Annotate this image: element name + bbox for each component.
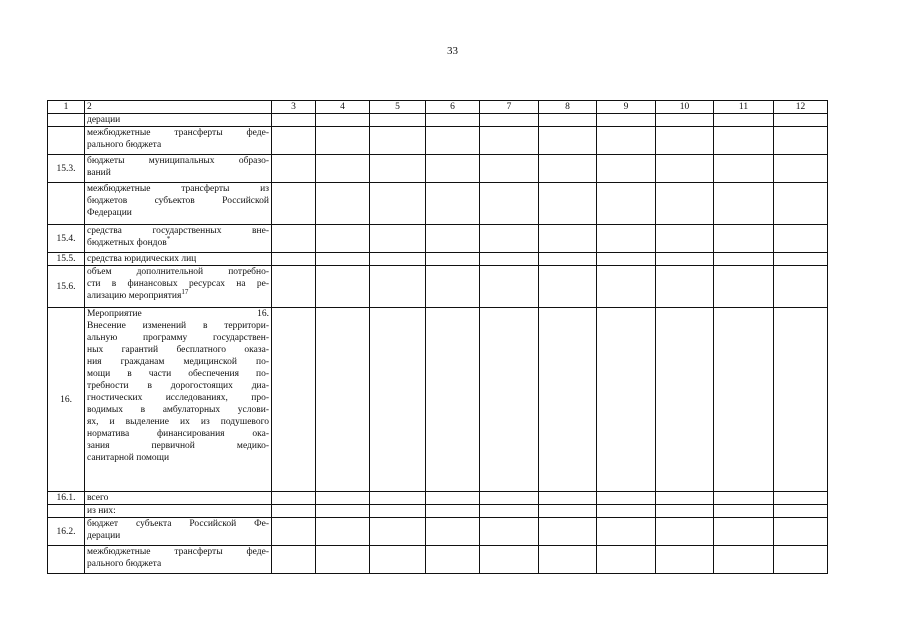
empty-value-cell <box>714 492 774 505</box>
empty-value-cell <box>597 266 656 308</box>
description-line <box>87 440 269 452</box>
description-text: бюджеты муниципальных образо- <box>87 156 269 166</box>
row-number-cell <box>48 127 85 155</box>
empty-value-cell <box>370 127 426 155</box>
row-number-cell: 16. <box>48 308 85 492</box>
empty-value-cell <box>539 225 597 253</box>
empty-value-cell <box>597 505 656 518</box>
description-text: межбюджетные трансферты феде- <box>87 128 269 138</box>
empty-value-cell <box>774 183 828 225</box>
empty-value-cell <box>272 492 316 505</box>
empty-value-cell <box>539 308 597 492</box>
description-text: ях, и выделение их из подушевого <box>87 417 269 427</box>
empty-value-cell <box>480 266 539 308</box>
empty-value-cell <box>714 266 774 308</box>
empty-value-cell <box>597 518 656 546</box>
empty-value-cell <box>272 308 316 492</box>
empty-value-cell <box>480 127 539 155</box>
empty-value-cell <box>597 308 656 492</box>
description-line <box>87 114 269 126</box>
empty-value-cell <box>714 308 774 492</box>
description-line <box>87 380 269 392</box>
empty-value-cell <box>272 253 316 266</box>
row-number-cell <box>48 114 85 127</box>
empty-value-cell <box>316 127 370 155</box>
description-line <box>87 392 269 404</box>
empty-value-cell <box>539 253 597 266</box>
row-description-cell <box>85 253 272 266</box>
description-text: требности в дорогостоящих диа- <box>87 381 269 391</box>
empty-value-cell <box>272 518 316 546</box>
description-line <box>87 139 269 151</box>
empty-value-cell <box>774 253 828 266</box>
table-row <box>48 127 828 155</box>
table-row <box>48 225 828 253</box>
description-text: бюджет субъекта Российской Фе- <box>87 519 269 529</box>
row-description-cell <box>85 155 272 183</box>
row-number-cell: 16.1. <box>48 492 85 505</box>
empty-value-cell <box>656 127 714 155</box>
description-line <box>87 155 269 167</box>
header-cell: 1 <box>48 101 85 114</box>
empty-value-cell <box>656 492 714 505</box>
description-text: водимых в амбулаторных услови- <box>87 405 269 415</box>
empty-value-cell <box>316 155 370 183</box>
empty-value-cell <box>426 127 480 155</box>
empty-value-cell <box>272 127 316 155</box>
row-number-cell: 16.2. <box>48 518 85 546</box>
row-description-cell <box>85 127 272 155</box>
row-description-cell <box>85 546 272 574</box>
description-text: из них: <box>87 506 116 516</box>
empty-value-cell <box>597 546 656 574</box>
empty-value-cell <box>370 183 426 225</box>
empty-value-cell <box>656 266 714 308</box>
empty-value-cell <box>272 225 316 253</box>
row-number-cell: 15.3. <box>48 155 85 183</box>
empty-value-cell <box>539 155 597 183</box>
empty-value-cell <box>370 308 426 492</box>
empty-value-cell <box>774 127 828 155</box>
empty-value-cell <box>426 492 480 505</box>
row-number-cell <box>48 505 85 518</box>
description-line <box>87 452 269 464</box>
empty-value-cell <box>774 308 828 492</box>
table-row <box>48 308 828 492</box>
description-text: объем дополнительной потребно- <box>87 267 269 277</box>
row-description-cell <box>85 114 272 127</box>
empty-value-cell <box>480 308 539 492</box>
description-line <box>87 428 269 440</box>
row-description-cell <box>85 505 272 518</box>
empty-value-cell <box>480 155 539 183</box>
empty-value-cell <box>656 518 714 546</box>
description-line <box>87 416 269 428</box>
header-cell: 8 <box>539 101 597 114</box>
row-number-cell <box>48 546 85 574</box>
description-line <box>87 253 269 265</box>
empty-value-cell <box>539 114 597 127</box>
header-cell: 9 <box>597 101 656 114</box>
description-text: Федерации <box>87 208 132 218</box>
empty-value-cell <box>316 225 370 253</box>
row-number-cell: 15.4. <box>48 225 85 253</box>
header-cell: 10 <box>656 101 714 114</box>
description-text: альную программу государствен- <box>87 333 269 343</box>
description-line <box>87 404 269 416</box>
empty-value-cell <box>597 183 656 225</box>
empty-value-cell <box>656 155 714 183</box>
empty-value-cell <box>272 266 316 308</box>
empty-value-cell <box>316 492 370 505</box>
table-row <box>48 546 828 574</box>
header-cell: 12 <box>774 101 828 114</box>
empty-value-cell <box>597 114 656 127</box>
empty-value-cell <box>316 546 370 574</box>
row-description-cell <box>85 183 272 225</box>
description-text: межбюджетные трансферты феде- <box>87 547 269 557</box>
empty-value-cell <box>656 546 714 574</box>
description-line <box>87 127 269 139</box>
table-row <box>48 183 828 225</box>
description-line <box>87 266 269 278</box>
row-description-cell <box>85 492 272 505</box>
empty-value-cell <box>714 505 774 518</box>
empty-value-cell <box>426 518 480 546</box>
empty-value-cell <box>480 183 539 225</box>
description-text: гностических исследованиях, про- <box>87 393 269 403</box>
empty-value-cell <box>714 225 774 253</box>
empty-value-cell <box>272 155 316 183</box>
empty-value-cell <box>370 225 426 253</box>
description-line <box>87 320 269 332</box>
empty-value-cell <box>774 546 828 574</box>
page-number: 33 <box>447 45 458 57</box>
description-text: ных гарантий бесплатного оказа- <box>87 345 269 355</box>
empty-value-cell <box>774 155 828 183</box>
empty-value-cell <box>316 518 370 546</box>
empty-value-cell <box>480 114 539 127</box>
empty-value-cell <box>480 546 539 574</box>
row-description-cell <box>85 518 272 546</box>
description-line <box>87 278 269 290</box>
empty-value-cell <box>539 518 597 546</box>
empty-value-cell <box>426 155 480 183</box>
footnote-mark: 17 <box>181 287 189 296</box>
empty-value-cell <box>316 505 370 518</box>
empty-value-cell <box>539 127 597 155</box>
empty-value-cell <box>714 253 774 266</box>
description-text: зания первичной медико- <box>87 441 269 451</box>
empty-value-cell <box>316 114 370 127</box>
empty-value-cell <box>316 183 370 225</box>
description-line <box>87 530 269 542</box>
description-text: ния гражданам медицинской по- <box>87 357 269 367</box>
row-number-cell <box>48 183 85 225</box>
row-number-cell: 15.6. <box>48 266 85 308</box>
description-text: дерации <box>87 531 121 541</box>
empty-value-cell <box>714 155 774 183</box>
empty-value-cell <box>656 114 714 127</box>
row-number-cell: 15.5. <box>48 253 85 266</box>
description-line <box>87 546 269 558</box>
footnote-mark: * <box>166 234 171 243</box>
empty-value-cell <box>774 518 828 546</box>
row-description-cell <box>85 225 272 253</box>
description-text: дерации <box>87 115 121 125</box>
empty-value-cell <box>426 308 480 492</box>
empty-value-cell <box>597 492 656 505</box>
description-line <box>87 344 269 356</box>
header-cell: 7 <box>480 101 539 114</box>
table-row <box>48 114 828 127</box>
description-line <box>87 505 269 517</box>
empty-value-cell <box>272 505 316 518</box>
empty-value-cell <box>426 183 480 225</box>
empty-value-cell <box>480 225 539 253</box>
empty-value-cell <box>480 505 539 518</box>
empty-value-cell <box>597 225 656 253</box>
empty-value-cell <box>316 308 370 492</box>
empty-value-cell <box>714 183 774 225</box>
description-line <box>87 234 269 249</box>
empty-value-cell <box>539 546 597 574</box>
empty-value-cell <box>426 546 480 574</box>
description-text: рального бюджета <box>87 140 162 150</box>
empty-value-cell <box>370 266 426 308</box>
description-text: бюджетов субъектов Российской <box>87 196 269 206</box>
empty-value-cell <box>426 253 480 266</box>
description-text: Внесение изменений в территори- <box>87 321 269 331</box>
table-body <box>48 101 828 574</box>
description-text: норматива финансирования ока- <box>87 429 269 439</box>
empty-value-cell <box>597 253 656 266</box>
empty-value-cell <box>480 492 539 505</box>
empty-value-cell <box>480 518 539 546</box>
empty-value-cell <box>272 183 316 225</box>
empty-value-cell <box>426 114 480 127</box>
description-text: средства государственных вне- <box>87 226 269 236</box>
empty-value-cell <box>316 253 370 266</box>
empty-value-cell <box>714 546 774 574</box>
description-line <box>87 195 269 207</box>
description-line <box>87 167 269 179</box>
empty-value-cell <box>656 308 714 492</box>
row-description-cell <box>85 308 272 492</box>
empty-value-cell <box>714 114 774 127</box>
empty-value-cell <box>714 127 774 155</box>
empty-value-cell <box>426 225 480 253</box>
description-text: ализацию мероприятия <box>87 291 182 301</box>
description-line <box>87 356 269 368</box>
description-line <box>87 183 269 195</box>
table-row <box>48 518 828 546</box>
empty-value-cell <box>597 127 656 155</box>
empty-value-cell <box>426 266 480 308</box>
empty-value-cell <box>272 114 316 127</box>
description-line <box>87 225 269 237</box>
description-text: мощи в части обеспечения по- <box>87 369 269 379</box>
empty-value-cell <box>774 492 828 505</box>
table-row <box>48 492 828 505</box>
header-cell: 5 <box>370 101 426 114</box>
empty-value-cell <box>370 492 426 505</box>
empty-value-cell <box>597 155 656 183</box>
header-cell: 2 <box>85 101 272 114</box>
description-line <box>87 518 269 530</box>
empty-value-cell <box>370 546 426 574</box>
description-text: сти в финансовых ресурсах на ре- <box>87 279 269 289</box>
empty-value-cell <box>774 225 828 253</box>
description-text: межбюджетные трансферты из <box>87 184 269 194</box>
description-text: рального бюджета <box>87 559 162 569</box>
description-line <box>87 558 269 570</box>
header-cell: 6 <box>426 101 480 114</box>
budget-table <box>47 100 828 574</box>
description-line <box>87 287 269 302</box>
empty-value-cell <box>774 266 828 308</box>
table-row <box>48 505 828 518</box>
empty-value-cell <box>539 266 597 308</box>
header-cell: 4 <box>316 101 370 114</box>
table-row <box>48 266 828 308</box>
empty-value-cell <box>426 505 480 518</box>
empty-value-cell <box>272 546 316 574</box>
empty-value-cell <box>774 114 828 127</box>
empty-value-cell <box>656 505 714 518</box>
description-text: средства юридических лиц <box>87 254 197 264</box>
empty-value-cell <box>480 253 539 266</box>
description-line <box>87 308 269 320</box>
description-text: ваний <box>87 168 111 178</box>
empty-value-cell <box>714 518 774 546</box>
empty-value-cell <box>370 253 426 266</box>
empty-value-cell <box>539 505 597 518</box>
empty-value-cell <box>656 225 714 253</box>
description-line <box>87 368 269 380</box>
header-cell: 3 <box>272 101 316 114</box>
empty-value-cell <box>539 183 597 225</box>
description-line <box>87 332 269 344</box>
description-line <box>87 492 269 504</box>
empty-value-cell <box>774 505 828 518</box>
empty-value-cell <box>370 518 426 546</box>
empty-value-cell <box>370 505 426 518</box>
empty-value-cell <box>656 253 714 266</box>
description-text: всего <box>87 493 109 503</box>
empty-value-cell <box>656 183 714 225</box>
description-text: бюджетных фондов <box>87 238 167 248</box>
description-text: санитарной помощи <box>87 453 170 463</box>
description-line <box>87 207 269 219</box>
empty-value-cell <box>539 492 597 505</box>
empty-value-cell <box>370 155 426 183</box>
description-text: Мероприятие 16. <box>87 309 269 319</box>
header-cell: 11 <box>714 101 774 114</box>
row-description-cell <box>85 266 272 308</box>
empty-value-cell <box>370 114 426 127</box>
header-row <box>48 101 828 114</box>
table-row <box>48 253 828 266</box>
table-row <box>48 155 828 183</box>
empty-value-cell <box>316 266 370 308</box>
